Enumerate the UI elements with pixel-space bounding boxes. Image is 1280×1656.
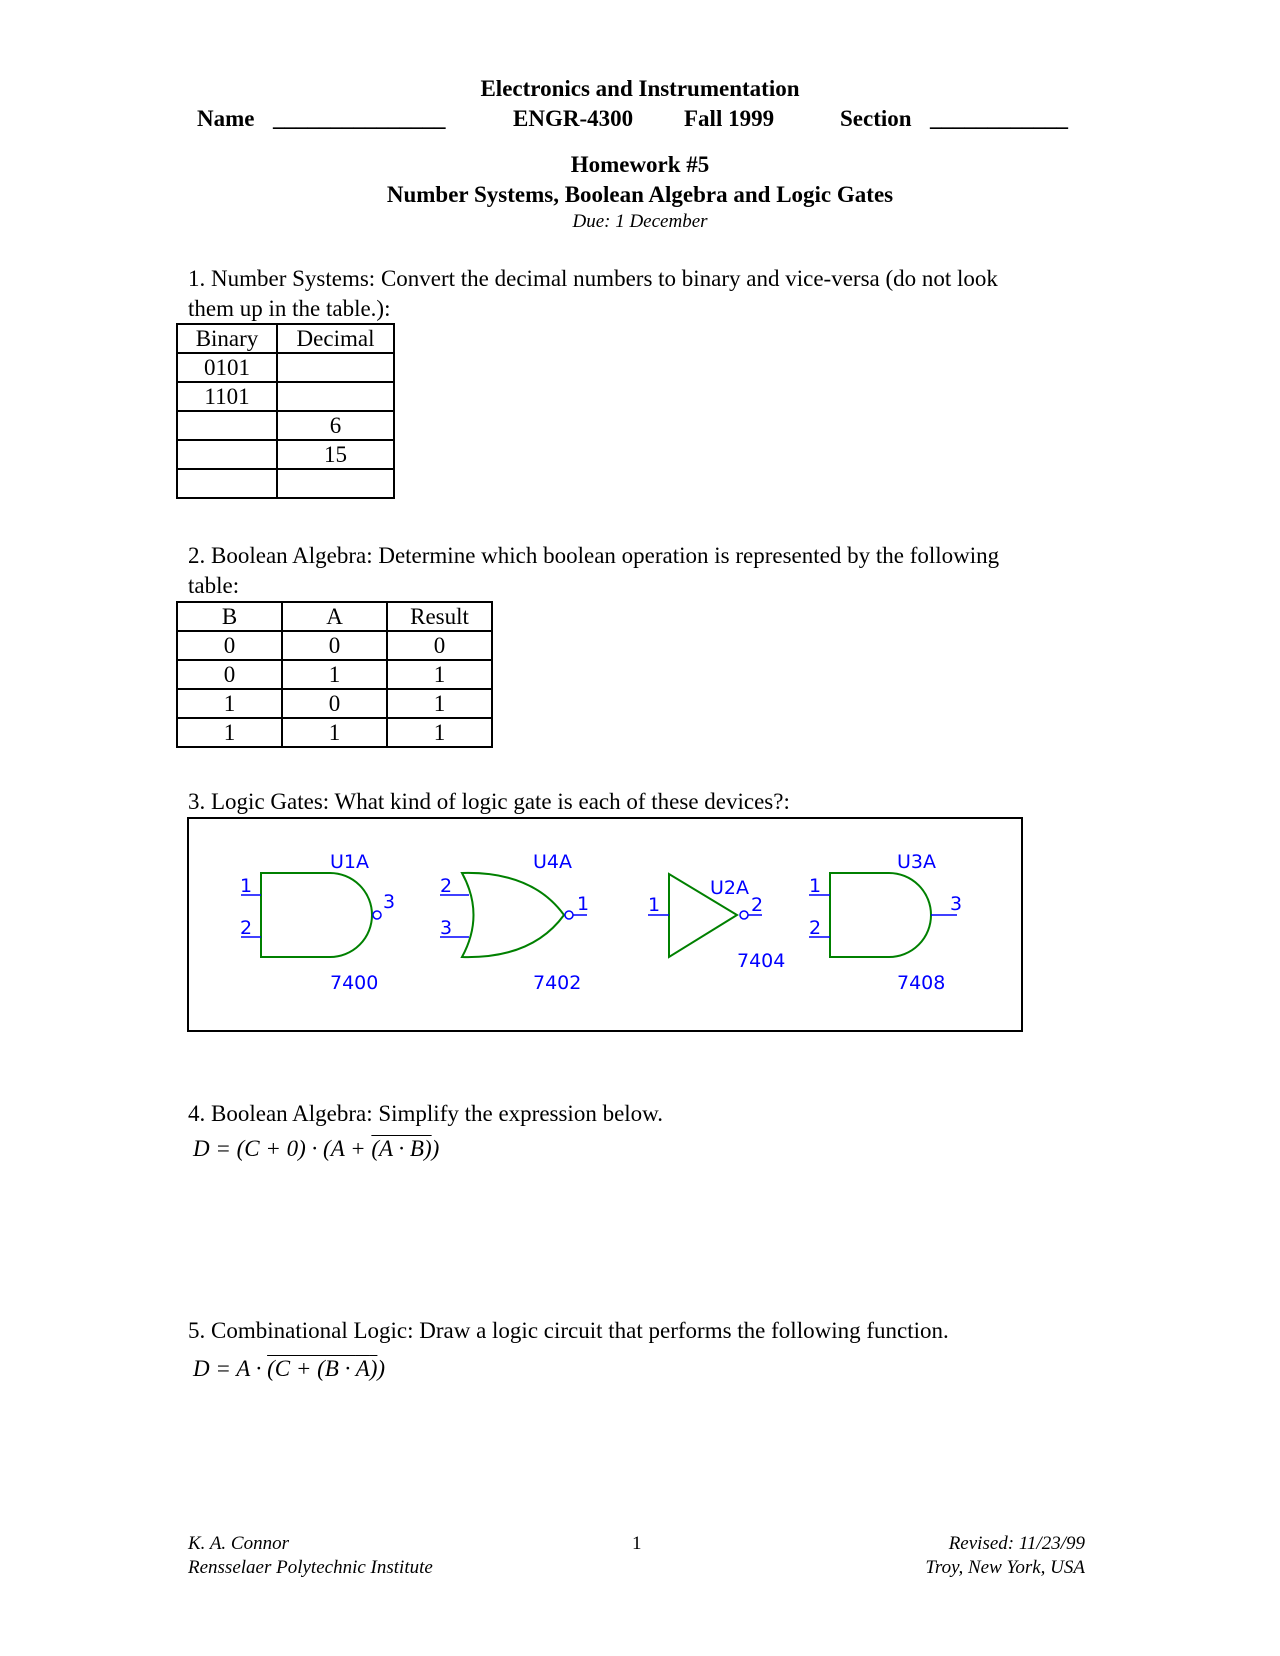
table-header-row bbox=[177, 324, 394, 353]
footer-institution: Rensselaer Polytechnic Institute bbox=[188, 1557, 433, 1578]
homework-subtitle: Number Systems, Boolean Algebra and Logic Gates bbox=[386, 182, 894, 207]
cell: 1 bbox=[387, 660, 492, 689]
nand-bubble bbox=[373, 911, 381, 919]
nand-gate bbox=[261, 873, 372, 957]
course-code: ENGR-4300 bbox=[513, 106, 634, 131]
table-row bbox=[177, 353, 394, 382]
pin-label: 3 bbox=[950, 893, 963, 915]
column-header-binary: Binary bbox=[177, 324, 277, 353]
cell: 0 bbox=[177, 660, 282, 689]
decimal-cell[interactable] bbox=[277, 382, 394, 411]
cell: 0 bbox=[282, 689, 387, 718]
binary-cell: 1101 bbox=[177, 382, 277, 411]
q4-expression bbox=[193, 1136, 439, 1162]
expr-part: (C + (B · bbox=[267, 1356, 356, 1381]
column-header-b: B bbox=[177, 602, 282, 631]
gate-reference: U4A bbox=[533, 851, 572, 873]
gate-reference: U1A bbox=[330, 851, 369, 873]
pin-label: 1 bbox=[577, 893, 590, 915]
due-date: Due: 1 December bbox=[572, 211, 708, 232]
q2-prompt-line2: table: bbox=[188, 573, 240, 598]
decimal-cell[interactable] bbox=[277, 469, 394, 498]
table-row bbox=[177, 660, 492, 689]
gate-part-number: 7400 bbox=[330, 972, 379, 994]
q2-prompt-line1: 2. Boolean Algebra: Determine which boolean operation is represented by the following bbox=[188, 543, 1000, 568]
name-blank[interactable]: _______________ bbox=[273, 106, 446, 131]
expr-overlined bbox=[267, 1356, 377, 1381]
not-bubble bbox=[740, 911, 748, 919]
table-row bbox=[177, 469, 394, 498]
pin-label: 2 bbox=[240, 917, 253, 939]
column-header-decimal: Decimal bbox=[277, 324, 394, 353]
cell: 1 bbox=[177, 718, 282, 747]
name-label: Name bbox=[197, 106, 255, 131]
page-number: 1 bbox=[632, 1533, 642, 1554]
gate-reference: U2A bbox=[710, 877, 749, 899]
cell: 0 bbox=[177, 631, 282, 660]
section-blank[interactable]: ____________ bbox=[930, 106, 1068, 131]
table-row bbox=[177, 382, 394, 411]
section-label: Section bbox=[840, 106, 912, 131]
expr-part: A bbox=[355, 1356, 370, 1381]
pin-label: 2 bbox=[751, 894, 764, 916]
expr-part: ) bbox=[431, 1136, 440, 1161]
and-gate bbox=[830, 873, 931, 957]
q1-prompt-line1: 1. Number Systems: Convert the decimal numbers to binary and vice-versa (do not look bbox=[188, 266, 998, 291]
table-row bbox=[177, 440, 394, 469]
pin-label: 1 bbox=[648, 894, 661, 916]
binary-cell[interactable] bbox=[177, 440, 277, 469]
q1-conversion-table bbox=[176, 323, 395, 499]
decimal-cell: 6 bbox=[277, 411, 394, 440]
cell: 0 bbox=[282, 631, 387, 660]
column-header-a: A bbox=[282, 602, 387, 631]
footer-author: K. A. Connor bbox=[188, 1533, 290, 1554]
cell: 1 bbox=[282, 718, 387, 747]
nor-bubble bbox=[565, 911, 573, 919]
binary-cell[interactable] bbox=[177, 411, 277, 440]
table-row bbox=[177, 631, 492, 660]
cell: 1 bbox=[387, 718, 492, 747]
gate-part-number: 7408 bbox=[897, 972, 946, 994]
gate-part-number: 7402 bbox=[533, 972, 582, 994]
table-header-row bbox=[177, 602, 492, 631]
q5-expression bbox=[193, 1356, 385, 1382]
footer-location: Troy, New York, USA bbox=[925, 1557, 1085, 1578]
binary-cell[interactable] bbox=[177, 469, 277, 498]
expr-part: ) bbox=[369, 1356, 378, 1381]
cell: 0 bbox=[387, 631, 492, 660]
q5-prompt: 5. Combinational Logic: Draw a logic circuit that performs the following function. bbox=[188, 1318, 949, 1343]
pin-label: 2 bbox=[440, 875, 453, 897]
gate-part-number: 7404 bbox=[737, 950, 786, 972]
expr-overlined: (A · B) bbox=[371, 1136, 432, 1161]
cell: 1 bbox=[177, 689, 282, 718]
pin-label: 1 bbox=[809, 875, 822, 897]
q1-prompt-line2: them up in the table.): bbox=[188, 296, 391, 321]
table-row bbox=[177, 689, 492, 718]
table-row bbox=[177, 411, 394, 440]
q3-prompt: 3. Logic Gates: What kind of logic gate is each of these devices?: bbox=[188, 789, 790, 814]
cell: 1 bbox=[387, 689, 492, 718]
figure-frame bbox=[188, 818, 1022, 1031]
pin-label: 3 bbox=[383, 891, 396, 913]
q4-prompt: 4. Boolean Algebra: Simplify the expression below. bbox=[188, 1101, 664, 1126]
binary-cell: 0101 bbox=[177, 353, 277, 382]
logic-gates-figure bbox=[187, 817, 1023, 1032]
cell: 1 bbox=[282, 660, 387, 689]
expr-part: D = (C + 0) · (A + bbox=[193, 1136, 372, 1161]
footer-revised: Revised: 11/23/99 bbox=[948, 1533, 1085, 1554]
column-header-result: Result bbox=[387, 602, 492, 631]
expr-part: D = A · bbox=[193, 1356, 268, 1381]
course-title: Electronics and Instrumentation bbox=[480, 76, 800, 101]
homework-title: Homework #5 bbox=[570, 152, 710, 177]
decimal-cell[interactable] bbox=[277, 353, 394, 382]
expr-part: ) bbox=[377, 1356, 386, 1381]
pin-label: 2 bbox=[809, 917, 822, 939]
pin-label: 3 bbox=[440, 917, 453, 939]
table-row bbox=[177, 718, 492, 747]
pin-label: 1 bbox=[240, 875, 253, 897]
decimal-cell: 15 bbox=[277, 440, 394, 469]
q2-truth-table bbox=[176, 601, 493, 748]
nor-gate bbox=[462, 873, 564, 957]
gate-reference: U3A bbox=[897, 851, 936, 873]
term: Fall 1999 bbox=[684, 106, 775, 131]
